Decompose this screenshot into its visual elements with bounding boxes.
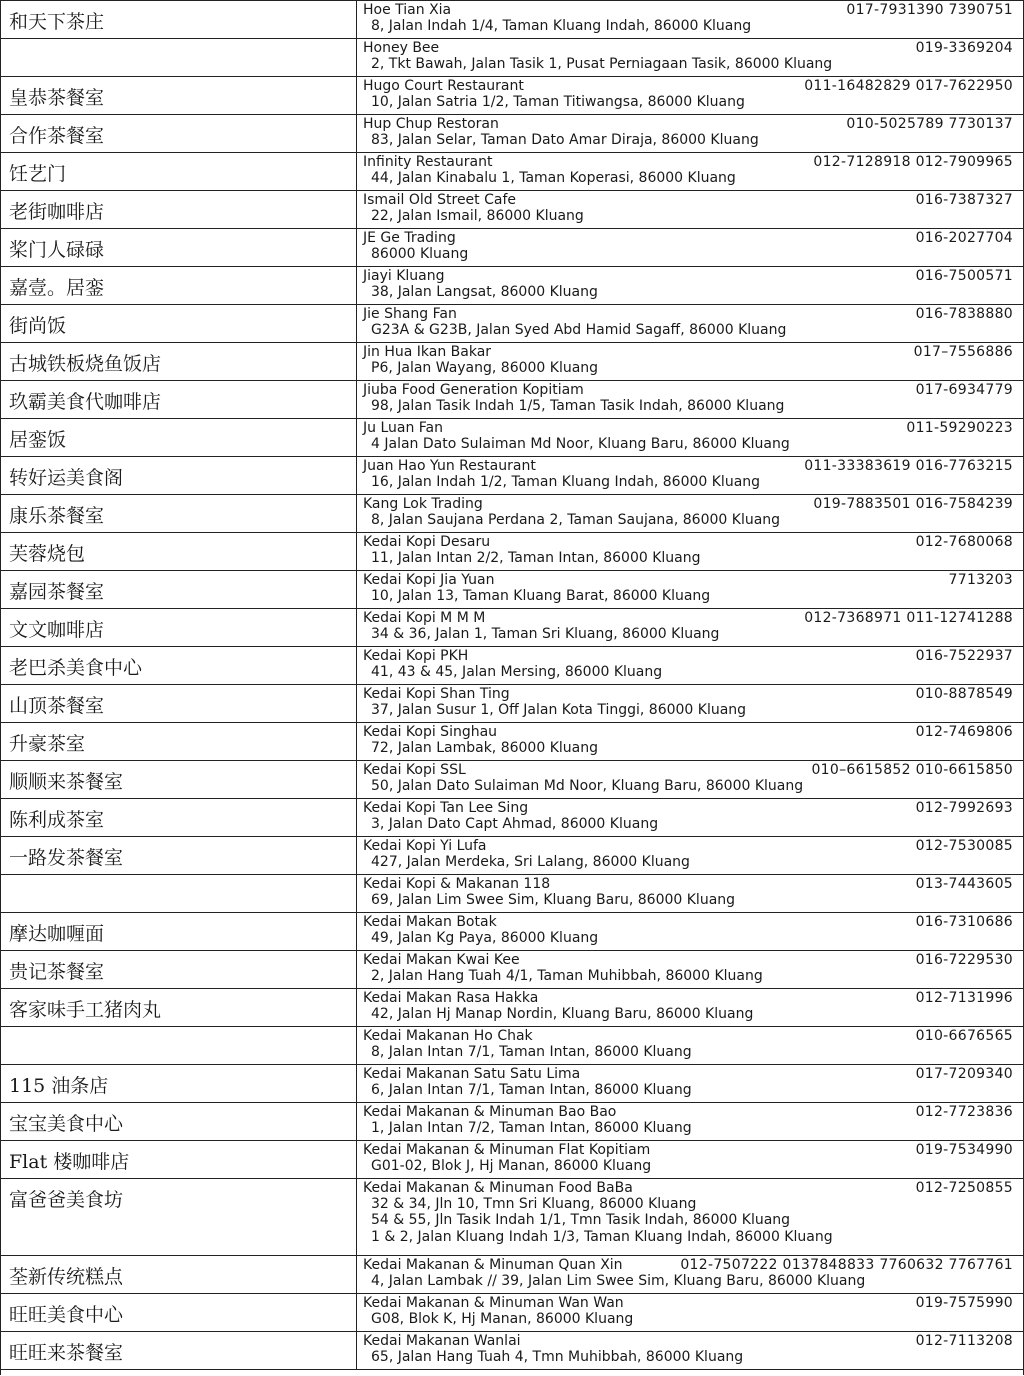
business-name: Kedai Kopi & Makanan 118: [363, 876, 551, 892]
business-name: Hoe Tian Xia: [363, 2, 452, 18]
business-name: Ismail Old Street Cafe: [363, 192, 517, 208]
address: 11, Jalan Intan 2/2, Taman Intan, 86000 Kluang: [371, 550, 701, 566]
chinese-name: 顺顺来茶餐室: [9, 771, 124, 793]
chinese-name: 升豪茶室: [9, 733, 86, 755]
phone-number: 016-2027704: [915, 230, 1013, 246]
business-info-cell: [357, 1141, 1023, 1178]
address: P6, Jalan Wayang, 86000 Kluang: [371, 360, 599, 376]
phone-number: 016-7387327: [915, 192, 1013, 208]
address: 65, Jalan Hang Tuah 4, Tmn Muhibbah, 86000 Kluang: [371, 1349, 744, 1365]
address: 50, Jalan Dato Sulaiman Md Noor, Kluang Baru, 86000 Kluang: [371, 778, 804, 794]
phone-number: 010-6676565: [915, 1028, 1013, 1044]
business-name: Juan Hao Yun Restaurant: [363, 458, 536, 474]
business-name: Kedai Makan Botak: [363, 914, 497, 930]
chinese-name: 贵记茶餐室: [9, 961, 105, 983]
business-info-cell: [357, 77, 1023, 114]
address-line: 1 & 2, Jalan Kluang Indah 1/3, Taman Kluang Indah, 86000 Kluang: [371, 1228, 833, 1245]
business-info-cell: [357, 685, 1023, 722]
chinese-name: 富爸爸美食坊: [9, 1189, 124, 1211]
business-info-cell: [357, 457, 1023, 494]
table-row: [1, 1332, 1023, 1370]
address: 98, Jalan Tasik Indah 1/5, Taman Tasik Indah, 86000 Kluang: [371, 398, 785, 414]
phone-number: 010-5025789 7730137: [846, 116, 1013, 132]
chinese-name: Flat 楼咖啡店: [9, 1151, 130, 1173]
chinese-name-cell: [1, 609, 357, 646]
chinese-name: 陈利成茶室: [9, 809, 105, 831]
table-row: [1, 571, 1023, 609]
chinese-name-cell: [1, 837, 357, 874]
address: 4 Jalan Dato Sulaiman Md Noor, Kluang Baru, 86000 Kluang: [371, 436, 790, 452]
phone-number: 017–7556886: [913, 344, 1013, 360]
table-row: [1, 875, 1023, 913]
business-name: Hup Chup Restoran: [363, 116, 499, 132]
address: 2, Jalan Hang Tuah 4/1, Taman Muhibbah, 86000 Kluang: [371, 968, 763, 984]
table-row: [1, 191, 1023, 229]
business-info-cell: [357, 647, 1023, 684]
business-name: Kedai Kopi Shan Ting: [363, 686, 510, 702]
chinese-name: 桨门人碌碌: [9, 239, 105, 261]
phone-number: 016-7522937: [915, 648, 1013, 664]
chinese-name-cell: [1, 343, 357, 380]
table-row: [1, 343, 1023, 381]
business-info-cell: [357, 1, 1023, 38]
chinese-name: 嘉园茶餐室: [9, 581, 105, 603]
business-name: Kedai Makanan & Minuman Bao Bao: [363, 1104, 617, 1120]
chinese-name: 嘉壹。居銮: [9, 277, 105, 299]
table-row: [1, 1294, 1023, 1332]
business-info-cell: [357, 571, 1023, 608]
chinese-name-cell: [1, 1256, 357, 1293]
chinese-name-cell: [1, 267, 357, 304]
phone-number: 012-7131996: [915, 990, 1013, 1006]
table-row: [1, 609, 1023, 647]
chinese-name-cell: [1, 875, 357, 912]
business-name: Ju Luan Fan: [363, 420, 444, 436]
chinese-name: 皇恭茶餐室: [9, 87, 105, 109]
table-row: [1, 419, 1023, 457]
chinese-name: 荃新传统糕点: [9, 1266, 124, 1288]
business-name: Kedai Kopi Yi Lufa: [363, 838, 487, 854]
address: 83, Jalan Selar, Taman Dato Amar Diraja, 86000 Kluang: [371, 132, 759, 148]
business-name: Kedai Makanan & Minuman Flat Kopitiam: [363, 1142, 651, 1158]
business-info-cell: [357, 1103, 1023, 1140]
chinese-name-cell: [1, 533, 357, 570]
chinese-name-cell: [1, 381, 357, 418]
table-row: [1, 1141, 1023, 1179]
business-name: Kedai Kopi Jia Yuan: [363, 572, 495, 588]
business-name: JE Ge Trading: [363, 230, 456, 246]
business-name: Jiayi Kluang: [363, 268, 445, 284]
chinese-name-cell: [1, 229, 357, 266]
address: 8, Jalan Saujana Perdana 2, Taman Saujana, 86000 Kluang: [371, 512, 781, 528]
phone-number: 012-7992693: [915, 800, 1013, 816]
address: 34 & 36, Jalan 1, Taman Sri Kluang, 86000 Kluang: [371, 626, 720, 642]
chinese-name-cell: [1, 799, 357, 836]
business-info-cell: [357, 723, 1023, 760]
chinese-name: 115 油条店: [9, 1075, 109, 1097]
business-name: Jie Shang Fan: [363, 306, 457, 322]
business-info-cell: [357, 153, 1023, 190]
business-info-cell: [357, 495, 1023, 532]
address: 10, Jalan 13, Taman Kluang Barat, 86000 Kluang: [371, 588, 711, 604]
business-info-cell: [357, 115, 1023, 152]
chinese-name-cell: [1, 1179, 357, 1255]
phone-number: 013-7443605: [915, 876, 1013, 892]
business-name: Kedai Makanan Wanlai: [363, 1333, 521, 1349]
phone-number: 012-7128918 012-7909965: [813, 154, 1013, 170]
address: 86000 Kluang: [371, 246, 469, 262]
chinese-name-cell: [1, 1027, 357, 1064]
address-line: 32 & 34, Jln 10, Tmn Sri Kluang, 86000 Kluang: [371, 1196, 697, 1212]
chinese-name: 康乐茶餐室: [9, 505, 105, 527]
phone-number: 017-7931390 7390751: [846, 2, 1013, 18]
chinese-name: 摩达咖喱面: [9, 923, 105, 945]
business-info-cell: [357, 343, 1023, 380]
business-name: Kedai Kopi PKH: [363, 648, 469, 664]
phone-number: 019-7883501 016-7584239: [813, 496, 1013, 512]
chinese-name-cell: [1, 1294, 357, 1331]
business-info-cell: [357, 381, 1023, 418]
chinese-name-cell: [1, 419, 357, 456]
table-row: [1, 951, 1023, 989]
business-info-cell: [357, 799, 1023, 836]
phone-number: 019-7575990: [915, 1295, 1013, 1311]
phone-number: 012-7507222 0137848833 7760632 7767761: [680, 1257, 1013, 1273]
business-info-cell: [357, 267, 1023, 304]
table-row: [1, 1103, 1023, 1141]
chinese-name: 街尚饭: [9, 315, 67, 337]
phone-number: 012-7368971 011-12741288: [804, 610, 1013, 626]
business-name: Infinity Restaurant: [363, 154, 493, 170]
chinese-name-cell: [1, 115, 357, 152]
address-list: [371, 1196, 833, 1245]
business-name: Kedai Kopi SSL: [363, 762, 466, 778]
address: 10, Jalan Satria 1/2, Taman Titiwangsa, 86000 Kluang: [371, 94, 745, 110]
phone-number: 010–6615852 010-6615850: [811, 762, 1013, 778]
address: 42, Jalan Hj Manap Nordin, Kluang Baru, 86000 Kluang: [371, 1006, 754, 1022]
table-row: [1, 495, 1023, 533]
chinese-name-cell: [1, 153, 357, 190]
phone-number: 017-6934779: [915, 382, 1013, 398]
business-info-cell: [357, 951, 1023, 988]
chinese-name-cell: [1, 989, 357, 1026]
phone-number: 017-7209340: [915, 1066, 1013, 1082]
business-info-cell: [357, 1294, 1023, 1331]
address: 8, Jalan Indah 1/4, Taman Kluang Indah, 86000 Kluang: [371, 18, 752, 34]
address: 72, Jalan Lambak, 86000 Kluang: [371, 740, 598, 756]
business-info-cell: [357, 305, 1023, 342]
address: 44, Jalan Kinabalu 1, Taman Koperasi, 86000 Kluang: [371, 170, 736, 186]
table-row: [1, 77, 1023, 115]
chinese-name-cell: [1, 1, 357, 38]
business-name: Kedai Makanan & Minuman Food BaBa: [363, 1180, 633, 1196]
business-name: Kedai Kopi Desaru: [363, 534, 491, 550]
address: 2, Tkt Bawah, Jalan Tasik 1, Pusat Perniagaan Tasik, 86000 Kluang: [371, 56, 833, 72]
address: 6, Jalan Intan 7/1, Taman Intan, 86000 Kluang: [371, 1082, 692, 1098]
chinese-name-cell: [1, 495, 357, 532]
chinese-name: 合作茶餐室: [9, 125, 105, 147]
address: G01-02, Blok J, Hj Manan, 86000 Kluang: [371, 1158, 652, 1174]
business-name: Kedai Makanan & Minuman Wan Wan: [363, 1295, 624, 1311]
chinese-name-cell: [1, 1141, 357, 1178]
table-row: [1, 39, 1023, 77]
address: 22, Jalan Ismail, 86000 Kluang: [371, 208, 584, 224]
address-line: 54 & 55, Jln Tasik Indah 1/1, Tmn Tasik Indah, 86000 Kluang: [371, 1212, 791, 1229]
business-name: Kedai Makan Rasa Hakka: [363, 990, 539, 1006]
chinese-name-cell: [1, 39, 357, 76]
phone-number: 019-3369204: [915, 40, 1013, 56]
chinese-name: 芙蓉烧包: [9, 543, 86, 565]
business-info-cell: [357, 609, 1023, 646]
chinese-name: 老巴杀美食中心: [9, 657, 143, 679]
address: G23A & G23B, Jalan Syed Abd Hamid Sagaff, 86000 Kluang: [371, 322, 787, 338]
chinese-name-cell: [1, 77, 357, 114]
chinese-name-cell: [1, 305, 357, 342]
chinese-name-cell: [1, 761, 357, 798]
table-row: [1, 305, 1023, 343]
table-row: [1, 1027, 1023, 1065]
address: 3, Jalan Dato Capt Ahmad, 86000 Kluang: [371, 816, 659, 832]
table-row: [1, 913, 1023, 951]
chinese-name: 旺旺来茶餐室: [9, 1342, 124, 1364]
phone-number: 7713203: [948, 572, 1013, 588]
address: 1, Jalan Intan 7/2, Taman Intan, 86000 Kluang: [371, 1120, 692, 1136]
table-row: [1, 837, 1023, 875]
business-info-cell: [357, 533, 1023, 570]
chinese-name-cell: [1, 951, 357, 988]
table-row: [1, 153, 1023, 191]
phone-number: 012-7113208: [915, 1333, 1013, 1349]
phone-number: 011-33383619 016-7763215: [804, 458, 1013, 474]
business-info-cell: [357, 761, 1023, 798]
chinese-name: 转好运美食阁: [9, 467, 124, 489]
table-row: [1, 229, 1023, 267]
address: 49, Jalan Kg Paya, 86000 Kluang: [371, 930, 599, 946]
address: 41, 43 & 45, Jalan Mersing, 86000 Kluang: [371, 664, 663, 680]
table-row: [1, 267, 1023, 305]
business-info-cell: [357, 1256, 1023, 1293]
business-info-cell: [357, 419, 1023, 456]
business-info-cell: [357, 191, 1023, 228]
address: G08, Blok K, Hj Manan, 86000 Kluang: [371, 1311, 634, 1327]
phone-number: 016-7838880: [915, 306, 1013, 322]
business-name: Hugo Court Restaurant: [363, 78, 524, 94]
phone-number: 012-7723836: [915, 1104, 1013, 1120]
table-row: [1, 685, 1023, 723]
table-row: [1, 115, 1023, 153]
business-info-cell: [357, 989, 1023, 1026]
business-name: Kedai Kopi Tan Lee Sing: [363, 800, 529, 816]
business-info-cell: [357, 913, 1023, 950]
business-name: Kedai Makanan & Minuman Quan Xin: [363, 1257, 623, 1273]
phone-number: 012-7530085: [915, 838, 1013, 854]
table-row: [1, 533, 1023, 571]
phone-number: 016-7500571: [915, 268, 1013, 284]
chinese-name-cell: [1, 913, 357, 950]
business-info-cell: [357, 1179, 1023, 1255]
table-row: [1, 799, 1023, 837]
table-row: [1, 381, 1023, 419]
chinese-name-cell: [1, 1332, 357, 1369]
chinese-name-cell: [1, 1103, 357, 1140]
phone-number: 012-7680068: [915, 534, 1013, 550]
address: 16, Jalan Indah 1/2, Taman Kluang Indah, 86000 Kluang: [371, 474, 761, 490]
table-row: [1, 1, 1023, 39]
business-info-cell: [357, 1332, 1023, 1369]
table-row: [1, 761, 1023, 799]
business-name: Jin Hua Ikan Bakar: [363, 344, 492, 360]
chinese-name: 饪艺门: [9, 163, 67, 185]
phone-number: 011-16482829 017-7622950: [804, 78, 1013, 94]
phone-number: 011-59290223: [906, 420, 1013, 436]
chinese-name-cell: [1, 457, 357, 494]
address: 38, Jalan Langsat, 86000 Kluang: [371, 284, 598, 300]
table-row: [1, 457, 1023, 495]
phone-number: 016-7229530: [915, 952, 1013, 968]
chinese-name: 客家味手工猪肉丸: [9, 999, 162, 1021]
chinese-name: 宝宝美食中心: [9, 1113, 124, 1135]
chinese-name: 古城铁板烧鱼饭店: [9, 353, 162, 375]
business-info-cell: [357, 1065, 1023, 1102]
chinese-name-cell: [1, 191, 357, 228]
chinese-name: 玖霸美食代咖啡店: [9, 391, 162, 413]
chinese-name-cell: [1, 647, 357, 684]
chinese-name-cell: [1, 685, 357, 722]
business-info-cell: [357, 1027, 1023, 1064]
chinese-name: 一路发茶餐室: [9, 847, 124, 869]
business-info-cell: [357, 39, 1023, 76]
chinese-name-cell: [1, 723, 357, 760]
chinese-name: 老街咖啡店: [9, 201, 105, 223]
table-row: [1, 723, 1023, 761]
phone-number: 016-7310686: [915, 914, 1013, 930]
chinese-name-cell: [1, 571, 357, 608]
chinese-name: 山顶茶餐室: [9, 695, 105, 717]
chinese-name: 居銮饭: [9, 429, 67, 451]
business-name: Jiuba Food Generation Kopitiam: [363, 382, 584, 398]
table-row: [1, 1065, 1023, 1103]
phone-number: 019-7534990: [915, 1142, 1013, 1158]
phone-number: 010-8878549: [915, 686, 1013, 702]
phone-number: 012-7469806: [915, 724, 1013, 740]
business-info-cell: [357, 875, 1023, 912]
chinese-name: 文文咖啡店: [9, 619, 105, 641]
chinese-name: 旺旺美食中心: [9, 1304, 124, 1326]
business-name: Honey Bee: [363, 40, 440, 56]
table-row: [1, 989, 1023, 1027]
business-name: Kedai Makanan Ho Chak: [363, 1028, 533, 1044]
chinese-name-cell: [1, 1065, 357, 1102]
business-name: Kedai Makanan Satu Satu Lima: [363, 1066, 581, 1082]
business-name: Kang Lok Trading: [363, 496, 483, 512]
address: 69, Jalan Lim Swee Sim, Kluang Baru, 86000 Kluang: [371, 892, 736, 908]
business-name: Kedai Kopi Singhau: [363, 724, 498, 740]
phone-number: 012-7250855: [915, 1180, 1013, 1196]
business-name: Kedai Makan Kwai Kee: [363, 952, 520, 968]
chinese-name: 和天下茶庄: [9, 11, 105, 33]
table-row: [1, 647, 1023, 685]
table-row: [1, 1256, 1023, 1294]
business-info-cell: [357, 229, 1023, 266]
address: 8, Jalan Intan 7/1, Taman Intan, 86000 Kluang: [371, 1044, 692, 1060]
address: 427, Jalan Merdeka, Sri Lalang, 86000 Kluang: [371, 854, 690, 870]
table-row: [1, 1179, 1023, 1256]
address: 4, Jalan Lambak // 39, Jalan Lim Swee Sim, Kluang Baru, 86000 Kluang: [371, 1273, 866, 1289]
business-info-cell: [357, 837, 1023, 874]
business-name: Kedai Kopi M M M: [363, 610, 486, 626]
address: 37, Jalan Susur 1, Off Jalan Kota Tinggi, 86000 Kluang: [371, 702, 747, 718]
